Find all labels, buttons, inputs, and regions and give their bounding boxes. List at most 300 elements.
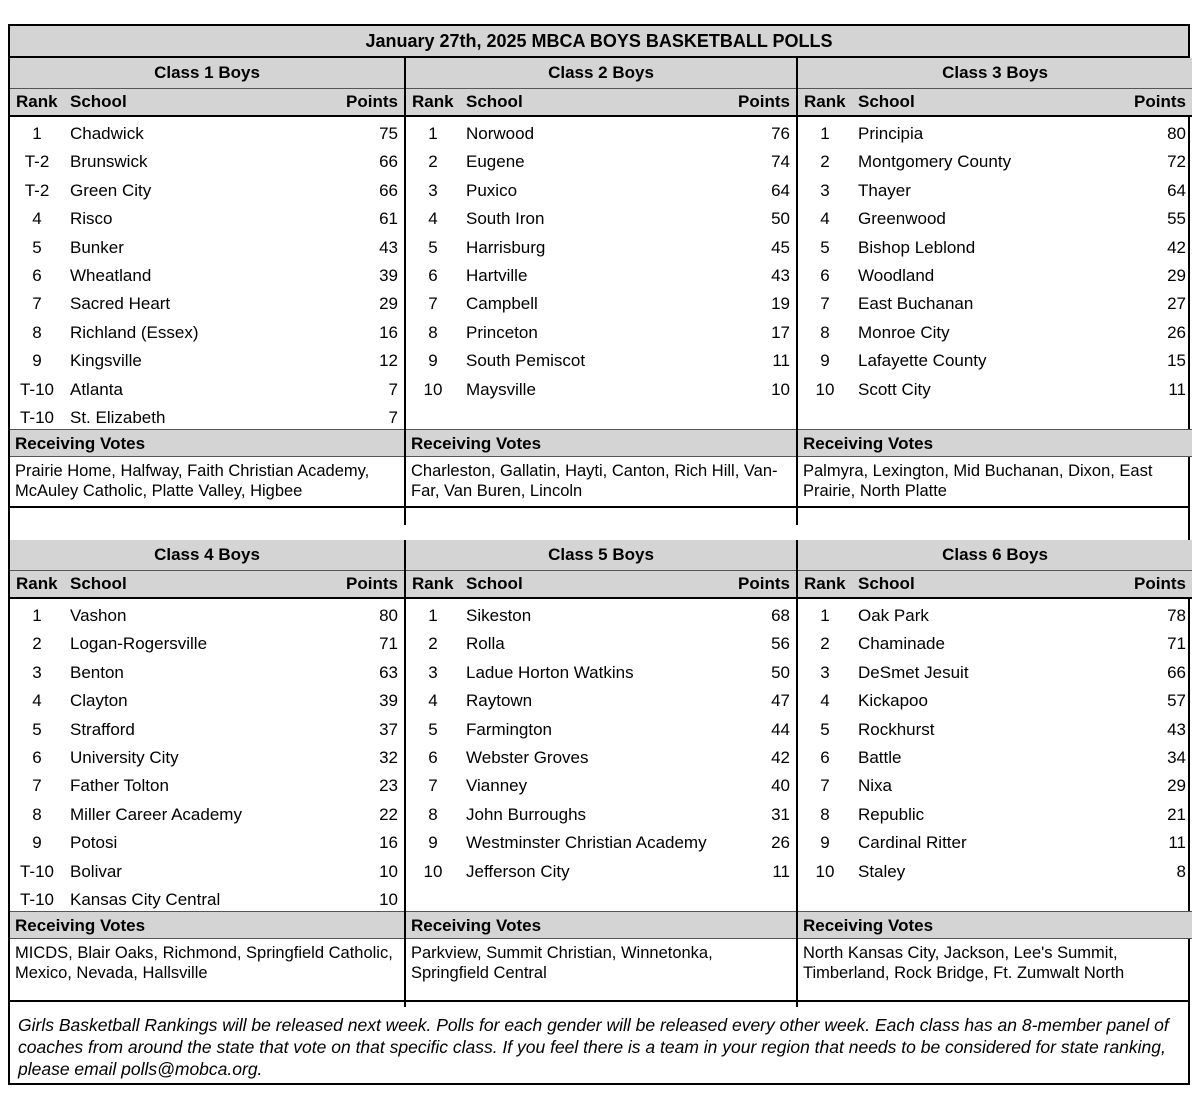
- school-cell: St. Elizabeth: [70, 407, 166, 427]
- receiving-votes-header: Receiving Votes: [798, 429, 1192, 457]
- school-cell: Chaminade: [858, 634, 945, 654]
- rank-cell: 7: [32, 776, 42, 796]
- table-row: [406, 659, 796, 687]
- table-row: [406, 376, 796, 404]
- points-cell: 50: [771, 209, 790, 229]
- table-row: [798, 602, 1192, 630]
- table-row: [798, 716, 1192, 744]
- points-cell: 40: [771, 776, 790, 796]
- points-cell: 15: [1167, 351, 1186, 371]
- points-cell: 26: [1167, 322, 1186, 342]
- receiving-votes-header: Receiving Votes: [10, 429, 404, 457]
- rank-cell: 6: [820, 265, 830, 285]
- school-cell: Bunker: [70, 237, 124, 257]
- table-row: [798, 120, 1192, 148]
- table-row: [406, 319, 796, 347]
- points-cell: 37: [379, 719, 398, 739]
- rank-cell: T-10: [19, 407, 55, 427]
- class-title: Class 3 Boys: [798, 58, 1192, 89]
- rank-cell: 9: [820, 351, 830, 371]
- table-row: [798, 234, 1192, 262]
- table-row: [798, 290, 1192, 318]
- class-panel: [10, 540, 404, 1007]
- points-cell: 43: [1167, 719, 1186, 739]
- points-header: Points: [738, 574, 790, 593]
- school-cell: Farmington: [466, 719, 552, 739]
- table-row: [798, 347, 1192, 375]
- points-header: Points: [738, 92, 790, 111]
- school-header: School: [70, 574, 127, 593]
- rank-header: Rank: [804, 574, 846, 593]
- rank-cell: 3: [428, 662, 438, 682]
- rank-cell: 2: [32, 634, 42, 654]
- school-cell: Sacred Heart: [70, 294, 171, 314]
- points-cell: 39: [379, 691, 398, 711]
- table-row: [406, 347, 796, 375]
- school-cell: South Pemiscot: [466, 351, 586, 371]
- table-row: [798, 177, 1192, 205]
- rank-header: Rank: [16, 574, 58, 593]
- points-cell: 27: [1167, 294, 1186, 314]
- table-row: [10, 262, 404, 290]
- rank-cell: 10: [423, 379, 443, 399]
- table-row: [10, 120, 404, 148]
- table-row: [10, 659, 404, 687]
- receiving-votes-header: Receiving Votes: [406, 911, 796, 939]
- points-cell: 39: [379, 265, 398, 285]
- rank-cell: 2: [428, 152, 438, 172]
- table-row: [798, 659, 1192, 687]
- points-header: Points: [346, 92, 398, 111]
- rank-cell: 4: [820, 691, 830, 711]
- table-row: [798, 801, 1192, 829]
- points-cell: 8: [1176, 861, 1186, 881]
- school-cell: Republic: [858, 804, 925, 824]
- rank-cell: T-2: [24, 152, 50, 172]
- receiving-votes-list: Charleston, Gallatin, Hayti, Canton, Rich Hill, Van-Far, Van Buren, Lincoln: [411, 462, 778, 500]
- table-row: [10, 347, 404, 375]
- table-row: [10, 829, 404, 857]
- rank-cell: T-10: [19, 861, 55, 881]
- points-cell: 66: [1167, 662, 1186, 682]
- school-cell: Montgomery County: [858, 152, 1012, 172]
- school-cell: Webster Groves: [466, 747, 589, 767]
- school-cell: Atlanta: [70, 379, 123, 399]
- table-row: [406, 716, 796, 744]
- rank-cell: 6: [428, 747, 438, 767]
- table-row: [798, 376, 1192, 404]
- school-cell: Potosi: [70, 833, 118, 853]
- rank-cell: 6: [428, 265, 438, 285]
- rank-cell: 3: [820, 662, 830, 682]
- ranking-list: [798, 599, 1192, 911]
- school-cell: Nixa: [858, 776, 893, 796]
- rank-cell: 4: [428, 691, 438, 711]
- rank-cell: 9: [32, 351, 42, 371]
- points-cell: 63: [379, 662, 398, 682]
- school-cell: Richland (Essex): [70, 322, 199, 342]
- table-row: [10, 290, 404, 318]
- rank-cell: 7: [428, 294, 438, 314]
- school-cell: Princeton: [466, 322, 538, 342]
- rank-header: Rank: [804, 92, 846, 111]
- school-cell: Kingsville: [70, 351, 142, 371]
- table-row: [10, 319, 404, 347]
- points-cell: 17: [771, 322, 790, 342]
- points-cell: 31: [771, 804, 790, 824]
- class-title: Class 5 Boys: [406, 540, 796, 571]
- table-row: [406, 772, 796, 800]
- class-panel: [404, 540, 798, 1007]
- school-cell: Wheatland: [70, 265, 152, 285]
- school-cell: Maysville: [466, 379, 536, 399]
- points-cell: 64: [771, 180, 790, 200]
- points-cell: 50: [771, 662, 790, 682]
- school-cell: Jefferson City: [466, 861, 570, 881]
- table-row: [406, 801, 796, 829]
- class-panel: [798, 58, 1192, 525]
- points-cell: 44: [771, 719, 790, 739]
- school-cell: Scott City: [858, 379, 931, 399]
- rank-cell: 10: [815, 861, 835, 881]
- table-row: [10, 177, 404, 205]
- school-cell: Rockhurst: [858, 719, 935, 739]
- points-cell: 74: [771, 152, 790, 172]
- school-cell: Chadwick: [70, 124, 144, 143]
- table-row: [798, 148, 1192, 176]
- table-row: [798, 744, 1192, 772]
- rank-header: Rank: [412, 574, 454, 593]
- receiving-votes-header: Receiving Votes: [10, 911, 404, 939]
- points-cell: 21: [1167, 804, 1186, 824]
- rank-cell: 5: [820, 719, 830, 739]
- class-panel: [798, 540, 1192, 1007]
- class-title: Class 1 Boys: [10, 58, 404, 89]
- rank-cell: 10: [815, 379, 835, 399]
- points-cell: 80: [379, 606, 398, 625]
- school-cell: Vashon: [70, 606, 127, 625]
- school-cell: Benton: [70, 662, 124, 682]
- school-cell: Cardinal Ritter: [858, 833, 967, 853]
- school-cell: Battle: [858, 747, 902, 767]
- points-cell: 68: [771, 606, 790, 625]
- school-header: School: [466, 574, 523, 593]
- rank-cell: 3: [428, 180, 438, 200]
- points-cell: 11: [1168, 379, 1186, 399]
- table-row: [10, 772, 404, 800]
- table-row: [10, 801, 404, 829]
- class-panel: [10, 58, 404, 525]
- rank-cell: 1: [32, 124, 42, 143]
- rank-cell: 1: [428, 124, 438, 143]
- points-cell: 56: [771, 634, 790, 654]
- points-cell: 29: [1167, 776, 1186, 796]
- school-cell: Strafford: [70, 719, 135, 739]
- table-row: [406, 205, 796, 233]
- column-headers: [10, 89, 404, 117]
- points-cell: 71: [379, 634, 398, 654]
- column-headers: [798, 571, 1192, 599]
- rank-cell: 8: [428, 322, 438, 342]
- table-row: [406, 829, 796, 857]
- school-cell: Eugene: [466, 152, 525, 172]
- points-cell: 7: [388, 379, 398, 399]
- rank-cell: 8: [32, 804, 42, 824]
- table-row: [406, 687, 796, 715]
- ranking-list: [406, 117, 796, 429]
- school-cell: Sikeston: [466, 606, 532, 625]
- table-row: [406, 148, 796, 176]
- table-row: [10, 205, 404, 233]
- table-row: [798, 205, 1192, 233]
- table-row: [798, 858, 1192, 886]
- school-cell: Westminster Christian Academy: [466, 833, 707, 853]
- rank-cell: 8: [820, 804, 830, 824]
- column-headers: [10, 571, 404, 599]
- rank-cell: 5: [428, 237, 438, 257]
- points-cell: 34: [1167, 747, 1186, 767]
- school-cell: Risco: [70, 209, 113, 229]
- rank-cell: 9: [428, 833, 438, 853]
- rank-cell: 4: [428, 209, 438, 229]
- points-cell: 16: [379, 322, 398, 342]
- school-header: School: [858, 92, 915, 111]
- class-title: Class 2 Boys: [406, 58, 796, 89]
- ranking-list: [10, 117, 404, 429]
- column-headers: [406, 571, 796, 599]
- points-cell: 78: [1167, 606, 1186, 625]
- rank-cell: 2: [820, 152, 830, 172]
- table-row: [10, 234, 404, 262]
- school-cell: Vianney: [466, 776, 528, 796]
- rank-cell: 3: [32, 662, 42, 682]
- table-row: [10, 148, 404, 176]
- rank-cell: 8: [428, 804, 438, 824]
- school-cell: Clayton: [70, 691, 128, 711]
- table-row: [10, 602, 404, 630]
- rank-cell: 10: [423, 861, 443, 881]
- rank-cell: T-10: [19, 889, 55, 909]
- rank-cell: 1: [820, 124, 830, 143]
- footer-note: Girls Basketball Rankings will be released next week. Polls for each gender will be released every other week. Each class has an 8-member panel of coaches from around the state that vote on that specific class. If you feel there is a team in your region that needs to be considered for state ranking, please email polls@mobca.org.: [18, 1015, 1169, 1079]
- receiving-votes-header: Receiving Votes: [798, 911, 1192, 939]
- rank-cell: 5: [820, 237, 830, 257]
- points-cell: 75: [379, 124, 398, 143]
- table-row: [10, 744, 404, 772]
- table-row: [10, 687, 404, 715]
- rank-cell: 9: [428, 351, 438, 371]
- school-cell: Woodland: [858, 265, 935, 285]
- points-cell: 7: [388, 407, 398, 427]
- table-row: [10, 376, 404, 404]
- points-cell: 57: [1167, 691, 1186, 711]
- points-cell: 66: [379, 180, 398, 200]
- points-cell: 26: [771, 833, 790, 853]
- points-cell: 29: [379, 294, 398, 314]
- section-divider: [10, 506, 1188, 508]
- school-cell: Harrisburg: [466, 237, 546, 257]
- school-cell: Ladue Horton Watkins: [466, 662, 634, 682]
- rank-cell: 2: [820, 634, 830, 654]
- points-cell: 47: [771, 691, 790, 711]
- rank-cell: 1: [820, 606, 830, 625]
- school-header: School: [858, 574, 915, 593]
- points-cell: 80: [1167, 124, 1186, 143]
- class-title: Class 6 Boys: [798, 540, 1192, 571]
- points-cell: 19: [771, 294, 790, 314]
- points-cell: 72: [1167, 152, 1186, 172]
- school-cell: University City: [70, 747, 179, 767]
- school-cell: Campbell: [466, 294, 538, 314]
- table-row: [798, 687, 1192, 715]
- points-cell: 64: [1167, 180, 1186, 200]
- rank-cell: T-2: [24, 180, 50, 200]
- school-cell: Father Tolton: [70, 776, 169, 796]
- school-cell: Greenwood: [858, 209, 946, 229]
- rank-header: Rank: [16, 92, 58, 111]
- points-cell: 23: [379, 776, 398, 796]
- rank-cell: 7: [820, 294, 830, 314]
- rank-cell: 6: [32, 265, 42, 285]
- table-row: [798, 262, 1192, 290]
- class-panel: [404, 58, 798, 525]
- rank-cell: 4: [32, 691, 42, 711]
- points-cell: 22: [379, 804, 398, 824]
- table-row: [10, 404, 404, 432]
- table-row: [406, 602, 796, 630]
- rank-cell: 7: [32, 294, 42, 314]
- table-row: [10, 630, 404, 658]
- table-row: [798, 319, 1192, 347]
- school-cell: Miller Career Academy: [70, 804, 242, 824]
- school-cell: Thayer: [858, 180, 911, 200]
- receiving-votes-list: MICDS, Blair Oaks, Richmond, Springfield Catholic, Mexico, Nevada, Hallsville: [15, 944, 393, 982]
- school-cell: East Buchanan: [858, 294, 974, 314]
- points-cell: 76: [771, 124, 790, 143]
- school-cell: Bishop Leblond: [858, 237, 976, 257]
- table-row: [798, 630, 1192, 658]
- rank-cell: 9: [820, 833, 830, 853]
- receiving-votes-list: Parkview, Summit Christian, Winnetonka, Springfield Central: [411, 944, 713, 982]
- points-cell: 42: [771, 747, 790, 767]
- table-row: [406, 858, 796, 886]
- points-cell: 10: [379, 889, 398, 909]
- school-cell: John Burroughs: [466, 804, 587, 824]
- school-header: School: [466, 92, 523, 111]
- table-row: [406, 290, 796, 318]
- rank-cell: 6: [820, 747, 830, 767]
- points-cell: 71: [1167, 634, 1186, 654]
- school-cell: Rolla: [466, 634, 505, 654]
- school-header: School: [70, 92, 127, 111]
- class-title: Class 4 Boys: [10, 540, 404, 571]
- points-cell: 11: [772, 861, 790, 881]
- receiving-votes-list: North Kansas City, Jackson, Lee's Summit, Timberland, Rock Bridge, Ft. Zumwalt North: [803, 944, 1125, 982]
- rank-header: Rank: [412, 92, 454, 111]
- school-cell: Kansas City Central: [70, 889, 221, 909]
- school-cell: Logan-Rogersville: [70, 634, 208, 654]
- rank-cell: T-10: [19, 379, 55, 399]
- rank-cell: 8: [820, 322, 830, 342]
- table-row: [10, 716, 404, 744]
- receiving-votes-header: Receiving Votes: [406, 429, 796, 457]
- points-cell: 45: [771, 237, 790, 257]
- school-cell: Oak Park: [858, 606, 929, 625]
- table-row: [406, 177, 796, 205]
- points-cell: 10: [771, 379, 790, 399]
- points-cell: 29: [1167, 265, 1186, 285]
- points-cell: 10: [379, 861, 398, 881]
- school-cell: South Iron: [466, 209, 545, 229]
- school-cell: Raytown: [466, 691, 533, 711]
- polls-document: [8, 24, 1190, 1085]
- table-row: [10, 886, 404, 914]
- points-cell: 12: [379, 351, 398, 371]
- column-headers: [798, 89, 1192, 117]
- school-cell: Kickapoo: [858, 691, 928, 711]
- school-cell: Bolivar: [70, 861, 122, 881]
- table-row: [798, 829, 1192, 857]
- school-cell: Norwood: [466, 124, 535, 143]
- ranking-list: [10, 599, 404, 911]
- points-cell: 43: [771, 265, 790, 285]
- points-header: Points: [1134, 92, 1186, 111]
- rank-cell: 7: [820, 776, 830, 796]
- table-row: [406, 234, 796, 262]
- school-cell: DeSmet Jesuit: [858, 662, 969, 682]
- rank-cell: 1: [32, 606, 42, 625]
- school-cell: Puxico: [466, 180, 518, 200]
- rank-cell: 6: [32, 747, 42, 767]
- rank-cell: 1: [428, 606, 438, 625]
- points-cell: 61: [379, 209, 398, 229]
- school-cell: Green City: [70, 180, 152, 200]
- rank-cell: 4: [32, 209, 42, 229]
- school-cell: Lafayette County: [858, 351, 987, 371]
- rank-cell: 5: [32, 237, 42, 257]
- points-cell: 55: [1167, 209, 1186, 229]
- rank-cell: 3: [820, 180, 830, 200]
- rank-cell: 2: [428, 634, 438, 654]
- school-cell: Principia: [858, 124, 924, 143]
- column-headers: [406, 89, 796, 117]
- ranking-list: [798, 117, 1192, 429]
- table-row: [10, 858, 404, 886]
- table-row: [406, 120, 796, 148]
- points-cell: 11: [1168, 833, 1186, 853]
- points-cell: 32: [379, 747, 398, 767]
- table-row: [406, 262, 796, 290]
- table-row: [798, 772, 1192, 800]
- ranking-list: [406, 599, 796, 911]
- rank-cell: 8: [32, 322, 42, 342]
- rank-cell: 9: [32, 833, 42, 853]
- school-cell: Brunswick: [70, 152, 148, 172]
- rank-cell: 5: [428, 719, 438, 739]
- school-cell: Hartville: [466, 265, 528, 285]
- points-cell: 11: [772, 351, 790, 371]
- points-cell: 66: [379, 152, 398, 172]
- school-cell: Staley: [858, 861, 906, 881]
- rank-cell: 7: [428, 776, 438, 796]
- table-row: [406, 744, 796, 772]
- points-header: Points: [1134, 574, 1186, 593]
- receiving-votes-list: Prairie Home, Halfway, Faith Christian Academy, McAuley Catholic, Platte Valley, Higbee: [15, 462, 370, 500]
- table-row: [406, 630, 796, 658]
- school-cell: Monroe City: [858, 322, 950, 342]
- rank-cell: 5: [32, 719, 42, 739]
- points-header: Points: [346, 574, 398, 593]
